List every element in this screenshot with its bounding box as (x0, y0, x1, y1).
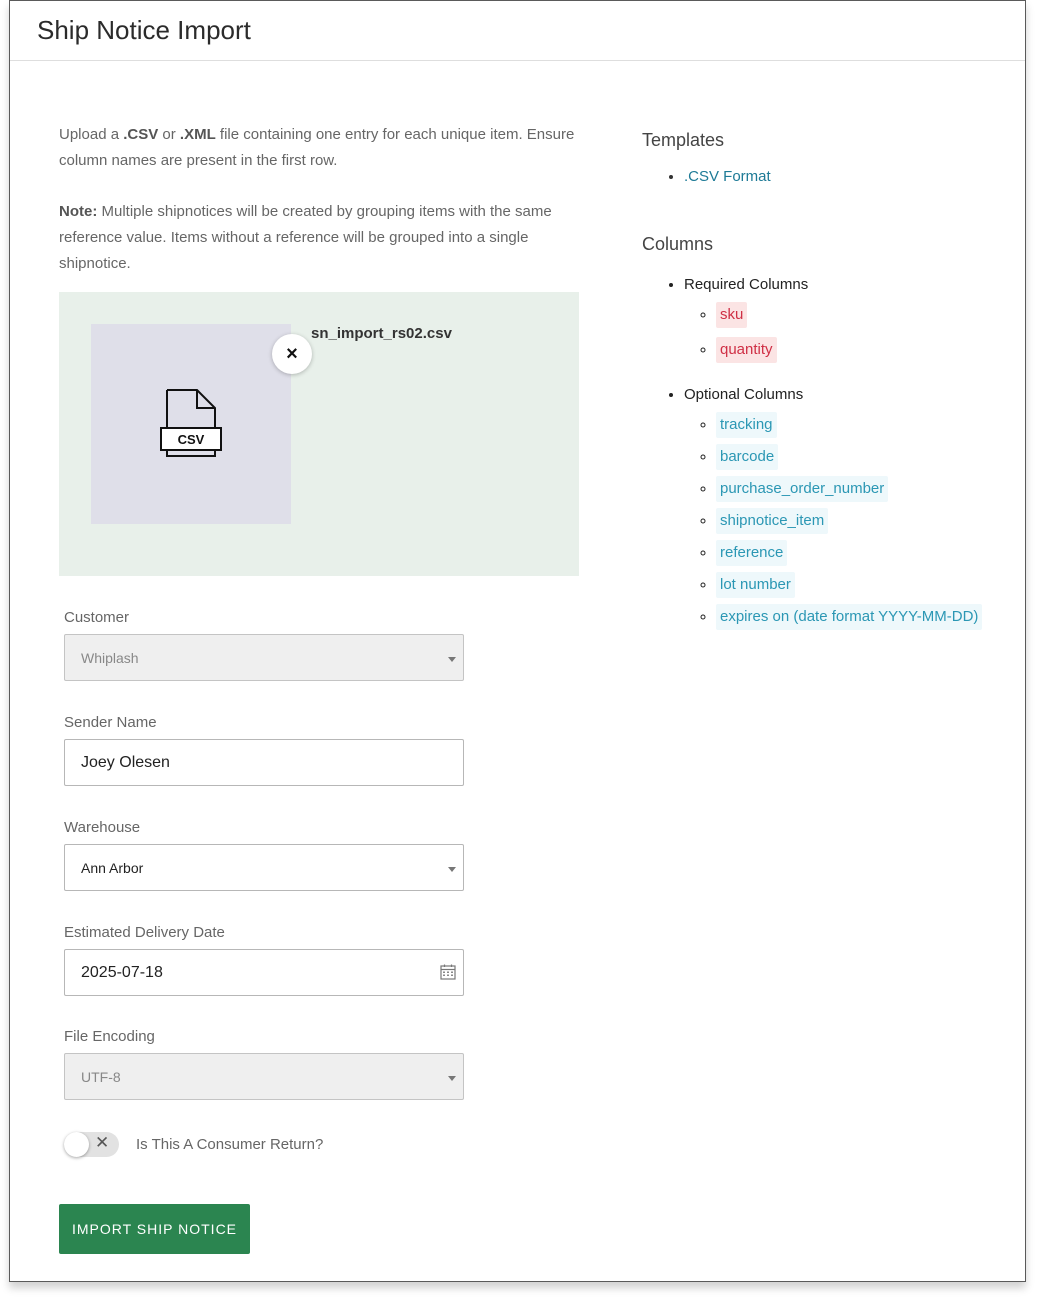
optional-column-tag: lot number (716, 572, 795, 598)
list-item (716, 508, 1012, 540)
optional-column-tag: tracking (716, 412, 777, 438)
delivery-date-input[interactable] (64, 949, 464, 996)
chevron-down-icon (448, 1076, 456, 1081)
columns-heading: Columns (642, 234, 714, 254)
sidebar-info (642, 130, 1012, 650)
delivery-date-value: 2025-07-18 (81, 963, 163, 981)
file-dropzone[interactable] (59, 292, 579, 576)
templates-list (642, 168, 1012, 185)
consumer-return-row (64, 1132, 323, 1157)
warehouse-value: Ann Arbor (81, 859, 144, 876)
list-item (716, 444, 1012, 476)
page-title: Ship Notice Import (37, 15, 251, 45)
import-ship-notice-button[interactable]: IMPORT SHIP NOTICE (59, 1204, 250, 1254)
remove-file-button[interactable] (272, 334, 312, 374)
svg-text:CSV: CSV (177, 432, 205, 447)
instructions (59, 122, 579, 277)
delivery-date-field (64, 923, 464, 996)
list-item (684, 168, 1012, 185)
required-column-tag: sku (716, 302, 747, 328)
list-item (716, 476, 1012, 508)
list-item (716, 572, 1012, 604)
customer-label: Customer (64, 609, 130, 626)
close-icon: × (286, 342, 298, 365)
warehouse-label: Warehouse (64, 819, 141, 836)
optional-column-tag: shipnotice_item (716, 508, 828, 534)
customer-select[interactable] (64, 634, 464, 681)
file-encoding-value: UTF-8 (81, 1068, 121, 1085)
close-icon: ✕ (95, 1133, 110, 1152)
file-encoding-select[interactable] (64, 1053, 464, 1100)
consumer-return-toggle[interactable] (64, 1132, 119, 1157)
upload-instructions: Upload a .CSV or .XML file containing one entry for each unique item. Ensure column names are present in the first row. (59, 126, 575, 169)
optional-column-tag: purchase_order_number (716, 476, 888, 502)
required-columns-group: • Required Columns ◦ sku ◦ quantity (684, 276, 1012, 372)
optional-column-tag: expires on (date format YYYY-MM-DD) (716, 604, 982, 630)
file-preview (91, 324, 298, 524)
file-encoding-field (64, 1027, 464, 1100)
list-item (716, 412, 1012, 444)
list-item (716, 604, 1012, 636)
uploaded-filename: sn_import_rs02.csv (311, 325, 452, 342)
customer-value: Whiplash (81, 649, 139, 666)
chevron-down-icon (448, 657, 456, 662)
warehouse-field (64, 818, 464, 891)
file-encoding-label: File Encoding (64, 1028, 155, 1045)
required-column-tag: quantity (716, 337, 777, 363)
consumer-return-label: Is This A Consumer Return? (136, 1136, 324, 1153)
calendar-icon[interactable] (440, 964, 456, 980)
toggle-knob (64, 1132, 89, 1157)
delivery-date-label: Estimated Delivery Date (64, 924, 225, 941)
list-item (716, 337, 1012, 372)
chevron-down-icon (448, 867, 456, 872)
optional-columns-group: • Optional Columns ◦ tracking ◦ barcode ◦ purchase_order_number ◦ shipnotice_item ◦ reference ◦ lot number ◦ expires on (date format YYYY-MM-DD) (684, 386, 1012, 636)
optional-column-tag: reference (716, 540, 787, 566)
optional-columns-list (684, 412, 1012, 636)
columns-list (642, 276, 1012, 636)
sender-name-input[interactable] (64, 739, 464, 786)
warehouse-select[interactable] (64, 844, 464, 891)
grouping-note: Note: Multiple shipnotices will be created by grouping items with the same reference value. Items without a reference will be grouped into a single shipnotice. (59, 203, 552, 272)
csv-file-icon (159, 388, 223, 460)
templates-heading: Templates (642, 130, 725, 150)
required-columns-list (684, 302, 1012, 372)
optional-column-tag: barcode (716, 444, 778, 470)
sender-name-value: Joey Olesen (81, 753, 170, 771)
csv-format-link[interactable]: .CSV Format (684, 168, 771, 185)
sender-name-label: Sender Name (64, 714, 157, 731)
list-item (716, 540, 1012, 572)
list-item (716, 302, 1012, 337)
panel-header (10, 1, 1025, 61)
sender-name-field (64, 713, 464, 786)
customer-field (64, 608, 464, 681)
